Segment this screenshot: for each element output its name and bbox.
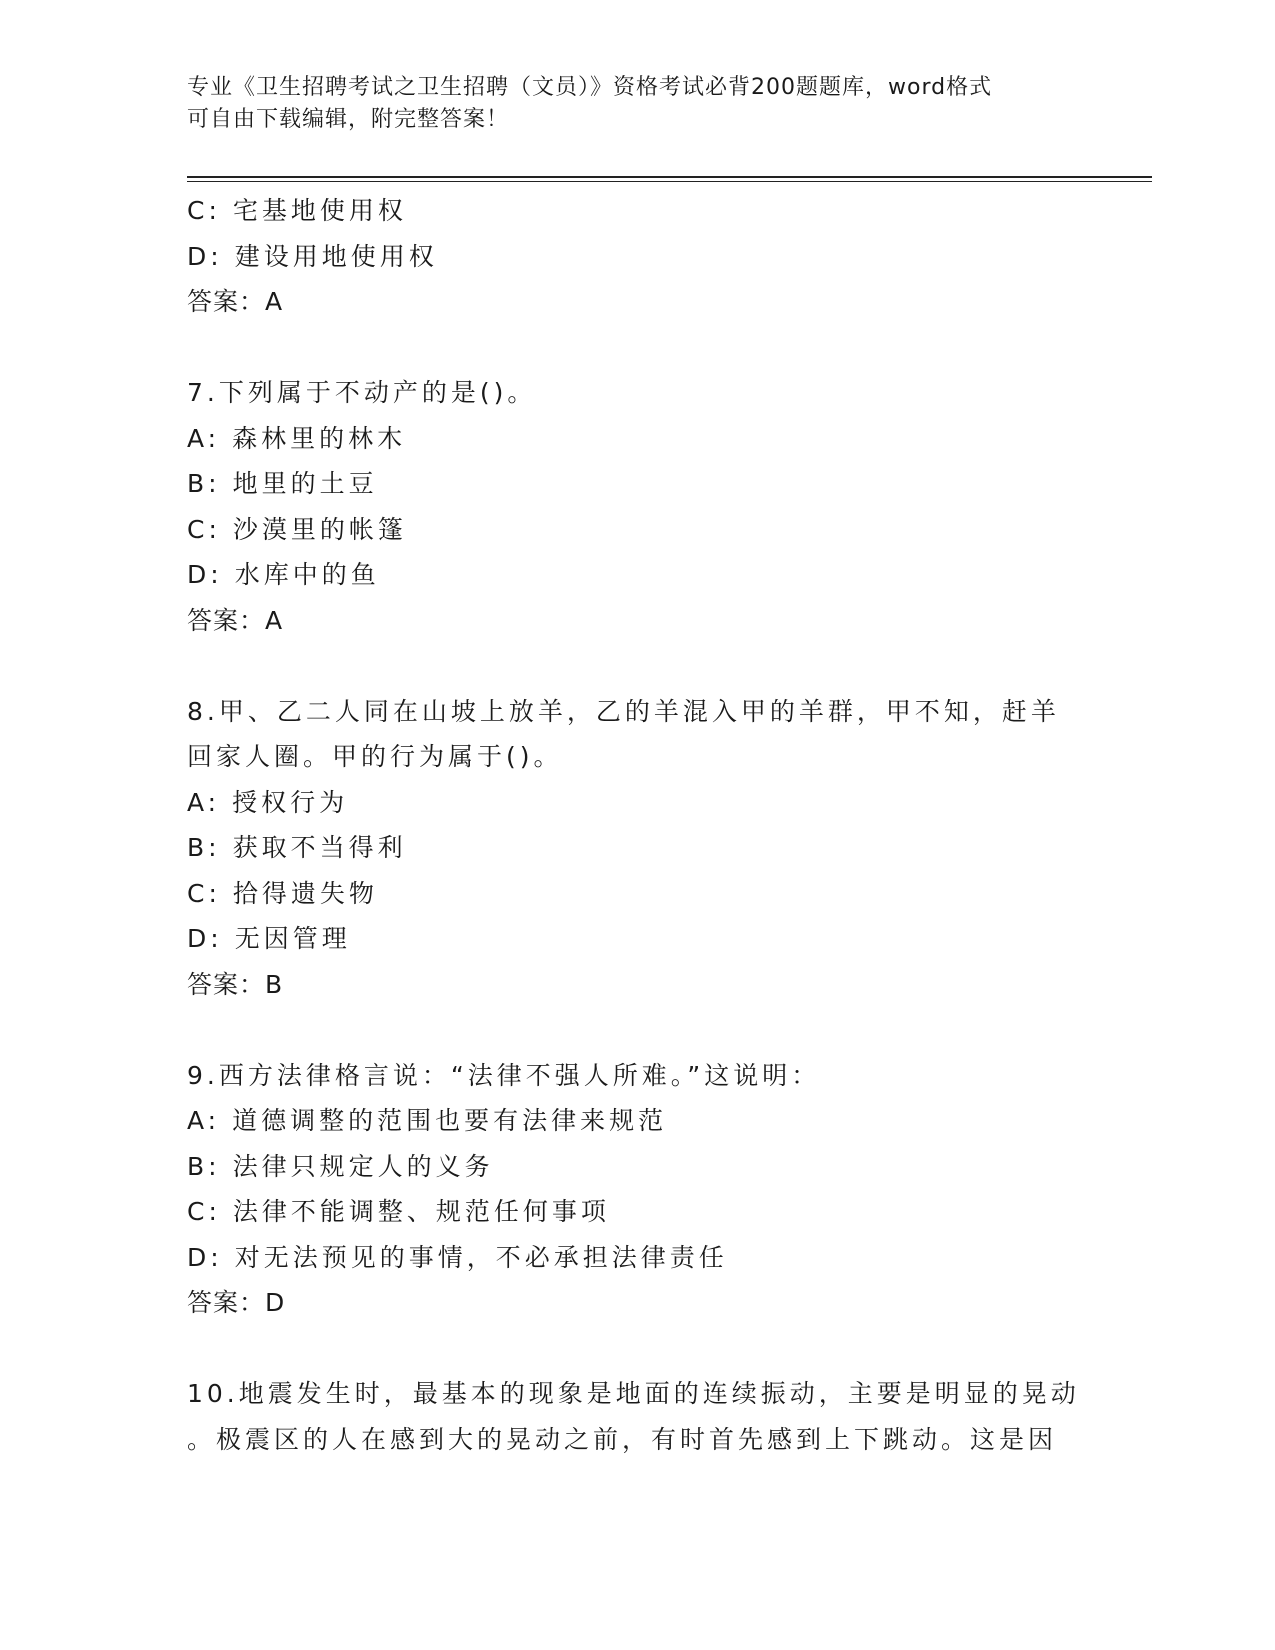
document-header — [187, 72, 1087, 136]
question-9 — [187, 1053, 1087, 1326]
question-stem-line-1: 8.甲、乙二人同在山坡上放羊，乙的羊混入甲的羊群，甲不知，赶羊 — [187, 696, 1060, 726]
question-stem-line-1: 10.地震发生时，最基本的现象是地面的连续振动，主要是明显的晃动 — [187, 1379, 1080, 1408]
header-title-line-2: 可自由下载编辑，附完整答案！ — [187, 107, 510, 132]
spacer — [187, 1007, 1087, 1053]
spacer — [187, 325, 1087, 371]
header-title-line-1: 专业《卫生招聘考试之卫生招聘（文员）》资格考试必背200题题库，word格式 — [187, 75, 993, 100]
option-c: C: 沙漠里的帐篷 — [187, 514, 407, 544]
answer: 答案：D — [187, 1288, 286, 1317]
question-10 — [187, 1371, 1087, 1462]
question-list — [187, 188, 1087, 1462]
header-divider — [187, 176, 1152, 182]
answer: 答案：A — [187, 605, 284, 635]
option-b: B: 获取不当得利 — [187, 833, 407, 862]
question-stem: 7.下列属于不动产的是()。 — [187, 378, 537, 407]
option-d: D: 建设用地使用权 — [187, 241, 438, 271]
option-c: C: 宅基地使用权 — [187, 196, 407, 225]
spacer — [187, 1326, 1087, 1372]
question-stem-line-2: 。极震区的人在感到大的晃动之前，有时首先感到上下跳动。这是因 — [187, 1424, 1058, 1454]
question-8 — [187, 689, 1087, 1008]
option-d: D: 无因管理 — [187, 924, 351, 953]
answer: 答案：A — [187, 287, 284, 316]
question-stem-line-2: 回家人圈。甲的行为属于()。 — [187, 742, 563, 771]
question-6-tail — [187, 188, 1087, 325]
option-a: A: 授权行为 — [187, 787, 349, 817]
option-b: B: 地里的土豆 — [187, 469, 378, 498]
option-c: C: 法律不能调整、规范任何事项 — [187, 1197, 610, 1226]
spacer — [187, 643, 1087, 689]
question-stem: 9.西方法律格言说：“法律不强人所难。”这说明： — [187, 1060, 821, 1090]
option-a: A: 森林里的林木 — [187, 423, 407, 453]
question-7 — [187, 370, 1087, 643]
option-d: D: 对无法预见的事情，不必承担法律责任 — [187, 1242, 728, 1272]
option-b: B: 法律只规定人的义务 — [187, 1151, 494, 1181]
answer: 答案：B — [187, 969, 284, 999]
option-a: A: 道德调整的范围也要有法律来规范 — [187, 1106, 668, 1135]
option-c: C: 拾得遗失物 — [187, 878, 378, 908]
option-d: D: 水库中的鱼 — [187, 560, 380, 589]
